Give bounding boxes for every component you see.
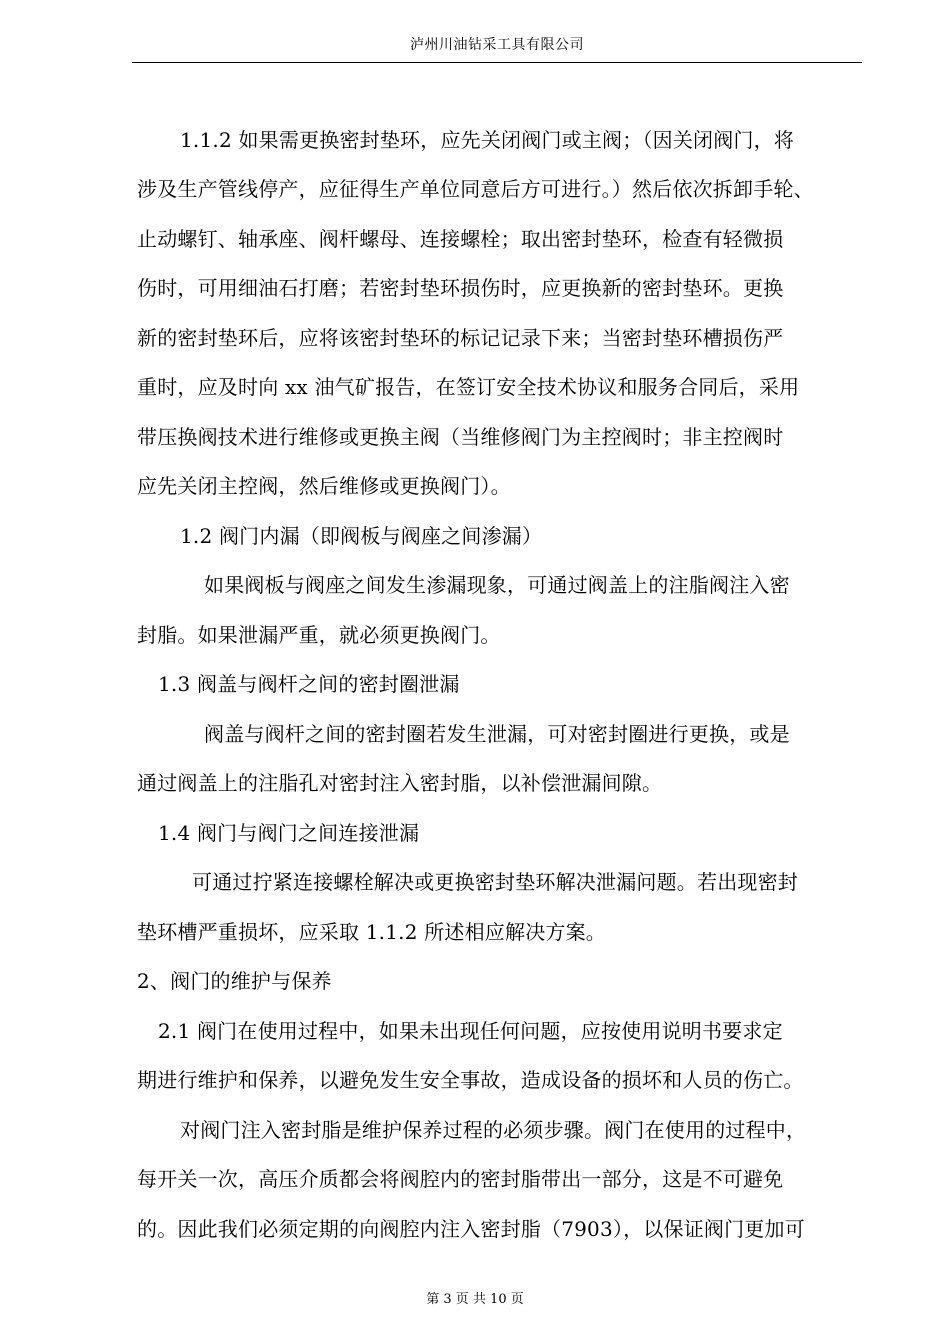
paragraph-line: 垫环槽严重损坏，应采取 1.1.2 所述相应解决方案。 [137, 920, 607, 944]
paragraph-line: 2.1 阀门在使用过程中，如果未出现任何问题，应按使用说明书要求定 [158, 1019, 783, 1043]
paragraph-line: 应先关闭主控阀，然后维修或更换阀门）。 [137, 474, 511, 498]
paragraph-line: 期进行维护和保养，以避免发生安全事故，造成设备的损坏和人员的伤亡。 [137, 1068, 804, 1092]
paragraph-line: 封脂。如果泄漏严重，就必须更换阀门。 [137, 623, 501, 647]
page-number: 第 3 页 共 10 页 [426, 1292, 524, 1307]
paragraph-line: 可通过拧紧连接螺栓解决或更换密封垫环解决泄漏问题。若出现密封 [192, 870, 798, 894]
paragraph-line: 对阀门注入密封脂是维护保养过程的必须步骤。阀门在使用的过程中， [180, 1118, 807, 1142]
section-heading: 1.2 阀门内漏（即阀板与阀座之间渗漏） [180, 524, 543, 548]
paragraph-line: 止动螺钉、轴承座、阀杆螺母、连接螺栓；取出密封垫环，检查有轻微损 [137, 227, 784, 251]
paragraph-line: 通过阀盖上的注脂孔对密封注入密封脂，以补偿泄漏间隙。 [137, 771, 663, 795]
paragraph-line: 每开关一次，高压介质都会将阀腔内的密封脂带出一部分，这是不可避免 [137, 1167, 784, 1191]
section-heading: 1.4 阀门与阀门之间连接泄漏 [158, 821, 420, 845]
paragraph-line: 带压换阀技术进行维修或更换主阀（当维修阀门为主控阀时；非主控阀时 [137, 425, 784, 449]
paragraph-line: 新的密封垫环后，应将该密封垫环的标记记录下来；当密封垫环槽损伤严 [137, 326, 784, 350]
chapter-heading: 2、阀门的维护与保养 [137, 969, 332, 993]
paragraph-line: 伤时，可用细油石打磨；若密封垫环损伤时，应更换新的密封垫环。更换 [137, 276, 784, 300]
paragraph-line: 涉及生产管线停产，应征得生产单位同意后方可进行。）然后依次拆卸手轮、 [137, 177, 814, 201]
paragraph-line: 的。因此我们必须定期的向阀腔内注入密封脂（7903），以保证阀门更加可 [137, 1217, 805, 1241]
paragraph-line: 1.1.2 如果需更换密封垫环，应先关闭阀门或主阀；（因关闭阀门，将 [180, 128, 795, 152]
page-footer [0, 1290, 950, 1310]
paragraph-line: 如果阀板与阀座之间发生渗漏现象，可通过阀盖上的注脂阀注入密 [204, 573, 790, 597]
section-heading: 1.3 阀盖与阀杆之间的密封圈泄漏 [158, 672, 460, 696]
company-name: 泸州川油钻采工具有限公司 [410, 37, 584, 53]
paragraph-line: 重时，应及时向 xx 油气矿报告，在签订安全技术协议和服务合同后，采用 [137, 375, 800, 399]
paragraph-line: 阀盖与阀杆之间的密封圈若发生泄漏，可对密封圈进行更换，或是 [204, 722, 790, 746]
